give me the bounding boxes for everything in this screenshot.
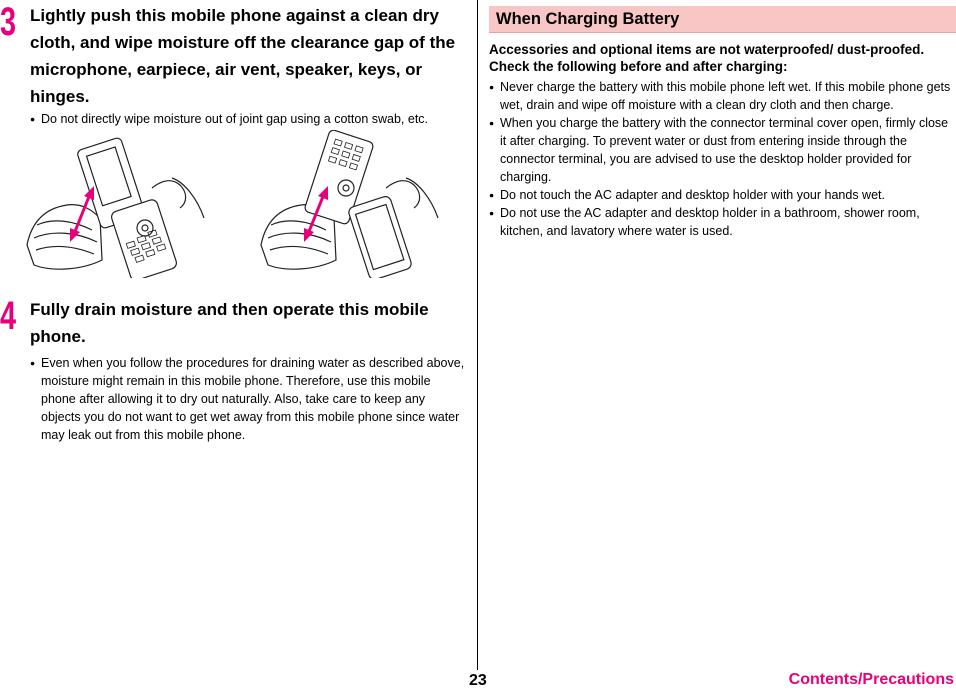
- section-heading: When Charging Battery: [489, 6, 956, 33]
- bullet-list: [489, 78, 956, 240]
- contents-precautions-link[interactable]: Contents/Precautions: [788, 671, 954, 688]
- page-number: 23: [469, 672, 487, 689]
- step-number: 3: [0, 0, 17, 44]
- section-intro: Accessories and optional items are not waterproofed/ dust-proofed. Check the following before and after charging:: [489, 42, 925, 74]
- step-number: 4: [0, 294, 17, 338]
- right-column: [489, 0, 956, 240]
- bullet-item: ● Even when you follow the procedures for draining water as described above, moisture might remain in this mobile phone. Therefore, use this mobile phone after allowing it to dry out naturally. Also, take care to keep any objects you do not want to get wet away from this mobile phone since water may leak out from this mobile phone.: [30, 354, 468, 444]
- bullet-item: ● When you charge the battery with the connector terminal cover open, firmly close it after charging. To prevent water or dust from entering inside through the connector terminal, you are advised to use the desktop holder provided for charging.: [489, 114, 956, 186]
- bullet-item: ● Do not touch the AC adapter and desktop holder with your hands wet.: [489, 186, 956, 204]
- step-title: Lightly push this mobile phone against a clean dry cloth, and wipe moisture off the clearance gap of the microphone, earpiece, air vent, speaker, keys, or hinges.: [30, 6, 456, 106]
- wipe-phone-illustration-closed-keys: [22, 130, 212, 278]
- bullet-item: ● Do not use the AC adapter and desktop holder in a bathroom, shower room, kitchen, and lavatory where water is used.: [489, 204, 956, 240]
- bullet-item: ● Do not directly wipe moisture out of joint gap using a cotton swab, etc.: [30, 110, 462, 128]
- column-divider: [477, 0, 478, 670]
- left-column: [0, 0, 468, 660]
- step-title: Fully drain moisture and then operate this mobile phone.: [30, 300, 429, 346]
- bullet-item: ● Never charge the battery with this mobile phone left wet. If this mobile phone gets wet, drain and wipe off moisture with a clean dry cloth and then charge.: [489, 78, 956, 114]
- wipe-phone-illustration-open-keys: [256, 130, 446, 278]
